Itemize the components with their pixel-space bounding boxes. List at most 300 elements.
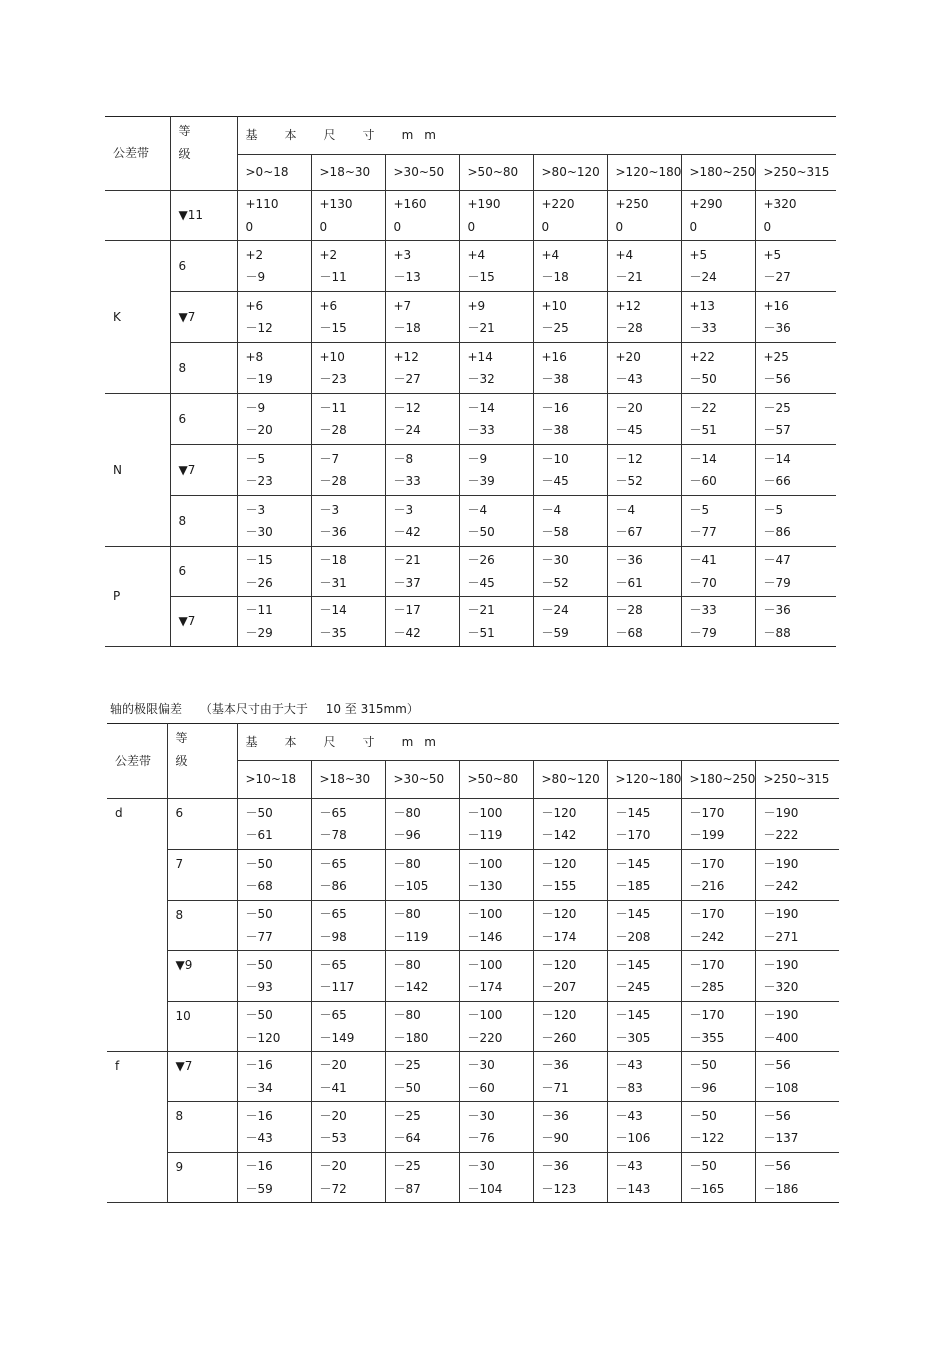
deviation-cell: [607, 1153, 681, 1203]
band-cell: [105, 547, 170, 647]
lower-deviation: －185: [615, 879, 651, 893]
deviation-cell: [237, 547, 311, 597]
grade-label: ▼7: [178, 462, 196, 477]
lower-deviation: －61: [245, 828, 273, 842]
lower-deviation: －170: [615, 828, 651, 842]
lower-deviation: －26: [245, 575, 273, 590]
deviation-cell: [755, 292, 836, 343]
upper-deviation: －50: [689, 1108, 717, 1123]
lower-deviation: －242: [763, 879, 799, 893]
upper-deviation: －190: [763, 907, 799, 922]
upper-deviation: －65: [319, 1008, 347, 1023]
deviation-cell: [533, 951, 607, 1002]
lower-deviation: －51: [467, 625, 495, 640]
upper-deviation: －50: [245, 856, 273, 871]
size-title-char: 本: [284, 734, 298, 749]
range-label: >30~50: [393, 165, 445, 180]
lower-deviation: －83: [615, 1080, 643, 1095]
upper-deviation: +7: [393, 298, 412, 313]
deviation-cell: [533, 799, 607, 850]
lower-deviation: －130: [467, 879, 503, 893]
upper-deviation: －16: [541, 400, 569, 415]
upper-deviation: －120: [541, 907, 577, 922]
grade-label: ▼7: [178, 309, 196, 324]
band-label: d: [115, 806, 123, 820]
lower-deviation: －51: [689, 423, 717, 437]
lower-deviation: －19: [245, 372, 273, 386]
deviation-cell: [607, 1102, 681, 1153]
deviation-cell: [459, 547, 533, 597]
deviation-cell: [237, 1002, 311, 1052]
upper-deviation: －20: [319, 1108, 347, 1123]
table-row: [107, 1002, 839, 1052]
upper-deviation: －20: [319, 1058, 347, 1073]
lower-deviation: －45: [615, 423, 643, 437]
grade-label: ▼11: [178, 208, 203, 223]
deviation-cell: [607, 191, 681, 241]
deviation-cell: [533, 1052, 607, 1102]
deviation-cell: [385, 1002, 459, 1052]
lower-deviation: 0: [615, 219, 624, 234]
upper-deviation: －36: [541, 1108, 569, 1123]
deviation-cell: [607, 901, 681, 951]
range-header: [681, 761, 755, 799]
lower-deviation: －36: [319, 525, 347, 539]
deviation-cell: [459, 496, 533, 547]
upper-deviation: －14: [689, 451, 717, 466]
lower-deviation: －24: [393, 423, 421, 437]
grade-label: 8: [178, 513, 187, 528]
lower-deviation: －12: [245, 321, 273, 335]
deviation-cell: [607, 1052, 681, 1102]
upper-deviation: －170: [689, 1008, 725, 1023]
upper-deviation: －33: [689, 603, 717, 618]
deviation-cell: [607, 547, 681, 597]
band-cell: [107, 1052, 167, 1203]
deviation-cell: [311, 951, 385, 1002]
range-header: [459, 761, 533, 799]
upper-deviation: －11: [245, 603, 273, 618]
size-title-char: 寸: [362, 734, 376, 749]
range-header: [533, 761, 607, 799]
deviation-cell: [533, 191, 607, 241]
band-cell: [105, 241, 170, 394]
deviation-cell: [755, 547, 836, 597]
deviation-cell: [385, 547, 459, 597]
lower-deviation: －90: [541, 1131, 569, 1145]
lower-deviation: －32: [467, 372, 495, 386]
lower-deviation: －222: [763, 828, 799, 842]
lower-deviation: －142: [541, 828, 577, 842]
grade-header-label-1: 等: [175, 731, 188, 745]
deviation-cell: [459, 445, 533, 496]
upper-deviation: －22: [689, 400, 717, 415]
deviation-cell: [681, 394, 755, 445]
deviation-cell: [533, 292, 607, 343]
size-unit-char: m: [401, 734, 415, 749]
lower-deviation: －71: [541, 1080, 569, 1095]
upper-deviation: －30: [541, 553, 569, 568]
deviation-cell: [607, 496, 681, 547]
upper-deviation: －43: [615, 1058, 643, 1073]
lower-deviation: －66: [763, 474, 791, 488]
upper-deviation: －190: [763, 1008, 799, 1023]
lower-deviation: －45: [541, 474, 569, 488]
deviation-cell: [681, 597, 755, 647]
lower-deviation: －50: [393, 1080, 421, 1095]
lower-deviation: －96: [689, 1080, 717, 1095]
upper-deviation: －36: [541, 1159, 569, 1174]
size-title-char: 尺: [323, 734, 337, 749]
range-header: [755, 155, 836, 191]
upper-deviation: －50: [245, 1008, 273, 1023]
deviation-cell: [385, 1153, 459, 1203]
table-row: [105, 292, 836, 343]
lower-deviation: －50: [689, 372, 717, 386]
grade-label: 7: [175, 857, 184, 871]
lower-deviation: －174: [541, 929, 577, 944]
upper-deviation: －3: [393, 502, 414, 517]
upper-deviation: +25: [763, 349, 789, 364]
deviation-cell: [681, 1153, 755, 1203]
lower-deviation: －143: [615, 1181, 651, 1196]
upper-deviation: －20: [319, 1159, 347, 1174]
grade-label: 6: [178, 258, 187, 273]
deviation-cell: [533, 850, 607, 901]
upper-deviation: +320: [763, 197, 797, 212]
lower-deviation: －23: [319, 372, 347, 386]
grade-cell: [170, 241, 237, 292]
lower-deviation: －220: [467, 1030, 503, 1045]
upper-deviation: －120: [541, 1008, 577, 1023]
upper-deviation: －50: [689, 1058, 717, 1073]
grade-cell: [170, 292, 237, 343]
range-header: [681, 155, 755, 191]
grade-header: [167, 724, 237, 799]
deviation-cell: [459, 951, 533, 1002]
upper-deviation: －41: [689, 553, 717, 568]
lower-deviation: －28: [319, 474, 347, 488]
lower-deviation: －285: [689, 980, 725, 994]
lower-deviation: －271: [763, 929, 799, 944]
upper-deviation: +2: [245, 247, 264, 262]
lower-deviation: －199: [689, 828, 725, 842]
lower-deviation: －123: [541, 1181, 577, 1196]
range-label: >180~250: [689, 165, 756, 180]
deviation-cell: [385, 1102, 459, 1153]
deviation-cell: [237, 394, 311, 445]
grade-cell: [170, 343, 237, 394]
deviation-cell: [533, 1002, 607, 1052]
deviation-cell: [459, 1153, 533, 1203]
deviation-cell: [755, 496, 836, 547]
lower-deviation: －23: [245, 474, 273, 488]
deviation-cell: [385, 445, 459, 496]
lower-deviation: －41: [319, 1080, 347, 1095]
upper-deviation: －21: [467, 603, 495, 618]
lower-deviation: －57: [763, 423, 791, 437]
grade-label: ▼9: [175, 958, 193, 972]
deviation-cell: [681, 496, 755, 547]
upper-deviation: +10: [319, 349, 345, 364]
lower-deviation: －21: [615, 270, 643, 284]
deviation-cell: [385, 799, 459, 850]
deviation-cell: [533, 394, 607, 445]
upper-deviation: +9: [467, 298, 486, 313]
table-row: [105, 496, 836, 547]
deviation-cell: [533, 445, 607, 496]
lower-deviation: 0: [541, 219, 550, 234]
deviation-cell: [755, 191, 836, 241]
deviation-cell: [681, 343, 755, 394]
upper-deviation: －16: [245, 1058, 273, 1073]
upper-deviation: +12: [615, 298, 641, 313]
range-label: >10~18: [245, 772, 297, 787]
upper-deviation: －30: [467, 1058, 495, 1073]
band-label: f: [115, 1059, 120, 1073]
table-row: [107, 1153, 839, 1203]
deviation-cell: [459, 394, 533, 445]
upper-deviation: +5: [763, 247, 782, 262]
band-header-label: 公差带: [113, 146, 150, 161]
upper-deviation: +4: [541, 247, 560, 262]
lower-deviation: －25: [541, 321, 569, 335]
lower-deviation: 0: [319, 219, 328, 234]
deviation-cell: [755, 951, 839, 1002]
upper-deviation: －145: [615, 907, 651, 922]
deviation-cell: [237, 951, 311, 1002]
deviation-cell: [533, 901, 607, 951]
lower-deviation: －105: [393, 879, 429, 893]
deviation-cell: [607, 951, 681, 1002]
lower-deviation: －58: [541, 525, 569, 539]
range-header: [237, 155, 311, 191]
deviation-cell: [459, 1002, 533, 1052]
lower-deviation: －79: [689, 625, 717, 640]
deviation-cell: [459, 799, 533, 850]
deviation-cell: [607, 343, 681, 394]
deviation-cell: [607, 1002, 681, 1052]
deviation-cell: [237, 241, 311, 292]
deviation-cell: [755, 1002, 839, 1052]
upper-deviation: －9: [467, 451, 488, 466]
grade-label: 8: [178, 360, 187, 375]
upper-deviation: －18: [319, 553, 347, 568]
lower-deviation: －59: [541, 625, 569, 640]
upper-deviation: －100: [467, 957, 503, 972]
deviation-cell: [755, 850, 839, 901]
lower-deviation: －76: [467, 1131, 495, 1145]
deviation-cell: [459, 292, 533, 343]
upper-deviation: +10: [541, 298, 567, 313]
upper-deviation: －5: [689, 502, 710, 517]
deviation-cell: [311, 901, 385, 951]
lower-deviation: －18: [393, 321, 421, 335]
lower-deviation: －33: [689, 321, 717, 335]
lower-deviation: －400: [763, 1030, 799, 1045]
range-header: [459, 155, 533, 191]
range-label: >50~80: [467, 165, 519, 180]
deviation-cell: [681, 1002, 755, 1052]
table-row: [105, 597, 836, 647]
lower-deviation: －28: [319, 423, 347, 437]
lower-deviation: －21: [467, 321, 495, 335]
lower-deviation: －68: [245, 879, 273, 893]
lower-deviation: －34: [245, 1080, 273, 1095]
lower-deviation: －165: [689, 1181, 725, 1196]
lower-deviation: －180: [393, 1030, 429, 1045]
lower-deviation: －260: [541, 1030, 577, 1045]
upper-deviation: －30: [467, 1108, 495, 1123]
lower-deviation: －216: [689, 879, 725, 893]
lower-deviation: －207: [541, 980, 577, 994]
deviation-cell: [237, 1153, 311, 1203]
upper-deviation: －4: [615, 502, 636, 517]
upper-deviation: －16: [245, 1108, 273, 1123]
deviation-cell: [311, 1153, 385, 1203]
range-label: >18~30: [319, 165, 371, 180]
band-cell: [107, 799, 167, 1052]
deviation-cell: [607, 597, 681, 647]
lower-deviation: －86: [319, 879, 347, 893]
deviation-cell: [311, 241, 385, 292]
range-header: [237, 761, 311, 799]
upper-deviation: －190: [763, 957, 799, 972]
upper-deviation: －120: [541, 856, 577, 871]
lower-deviation: －35: [319, 625, 347, 640]
lower-deviation: －67: [615, 525, 643, 539]
upper-deviation: －80: [393, 957, 421, 972]
deviation-cell: [533, 241, 607, 292]
deviation-cell: [681, 1102, 755, 1153]
upper-deviation: +110: [245, 197, 279, 212]
deviation-cell: [311, 547, 385, 597]
lower-deviation: －24: [689, 270, 717, 284]
deviation-cell: [755, 1102, 839, 1153]
upper-deviation: －170: [689, 907, 725, 922]
lower-deviation: －52: [615, 474, 643, 488]
lower-deviation: －142: [393, 980, 429, 994]
lower-deviation: －42: [393, 525, 421, 539]
range-header: [533, 155, 607, 191]
deviation-cell: [533, 1153, 607, 1203]
lower-deviation: －77: [689, 525, 717, 539]
size-title-char: 本: [284, 128, 298, 143]
upper-deviation: －12: [615, 451, 643, 466]
grade-label: 8: [175, 908, 184, 922]
upper-deviation: －80: [393, 805, 421, 820]
header-row: [107, 724, 839, 761]
lower-deviation: －119: [393, 929, 429, 944]
range-header: [385, 155, 459, 191]
upper-deviation: －56: [763, 1159, 791, 1174]
deviation-cell: [311, 1002, 385, 1052]
size-unit-char: m: [424, 128, 437, 143]
range-header: [385, 761, 459, 799]
upper-deviation: －14: [763, 451, 791, 466]
deviation-cell: [755, 241, 836, 292]
lower-deviation: 0: [467, 219, 476, 234]
upper-deviation: －5: [763, 502, 784, 517]
upper-deviation: －14: [319, 603, 347, 618]
upper-deviation: +6: [319, 298, 338, 313]
upper-deviation: －7: [319, 451, 340, 466]
size-title-cell: [237, 724, 839, 761]
deviation-cell: [237, 445, 311, 496]
upper-deviation: －25: [393, 1108, 421, 1123]
lower-deviation: －146: [467, 929, 503, 944]
deviation-cell: [681, 292, 755, 343]
deviation-cell: [311, 394, 385, 445]
table-row: [107, 1102, 839, 1153]
upper-deviation: －30: [467, 1159, 495, 1174]
hole-table-body: [105, 117, 836, 647]
deviation-cell: [533, 547, 607, 597]
shaft-tolerance-table: [107, 723, 839, 1203]
upper-deviation: －145: [615, 856, 651, 871]
upper-deviation: +160: [393, 197, 427, 212]
deviation-cell: [385, 191, 459, 241]
deviation-cell: [533, 496, 607, 547]
lower-deviation: －104: [467, 1181, 503, 1196]
size-unit-char: m: [424, 734, 437, 749]
lower-deviation: －68: [615, 625, 643, 640]
lower-deviation: －117: [319, 980, 355, 994]
lower-deviation: －33: [393, 474, 421, 488]
upper-deviation: －4: [541, 502, 562, 517]
grade-label: ▼7: [175, 1059, 193, 1073]
upper-deviation: －20: [615, 400, 643, 415]
deviation-cell: [237, 292, 311, 343]
grade-cell: [167, 1052, 237, 1102]
upper-deviation: －10: [541, 451, 569, 466]
deviation-cell: [237, 1102, 311, 1153]
deviation-cell: [237, 850, 311, 901]
deviation-cell: [311, 343, 385, 394]
deviation-cell: [755, 343, 836, 394]
upper-deviation: －65: [319, 856, 347, 871]
range-label: >80~120: [541, 165, 600, 180]
lower-deviation: －93: [245, 980, 273, 994]
table-row: [107, 799, 839, 850]
lower-deviation: －38: [541, 423, 569, 437]
range-label: >250~315: [763, 772, 830, 787]
upper-deviation: －28: [615, 603, 643, 618]
grade-cell: [167, 901, 237, 951]
lower-deviation: －9: [245, 270, 266, 284]
deviation-cell: [385, 241, 459, 292]
deviation-cell: [681, 241, 755, 292]
grade-header-stack: [179, 124, 237, 162]
deviation-cell: [607, 799, 681, 850]
upper-deviation: －11: [319, 400, 347, 415]
grade-label: 6: [178, 411, 187, 426]
deviation-cell: [311, 1052, 385, 1102]
deviation-cell: [237, 191, 311, 241]
grade-header-label-2: 级: [178, 147, 191, 162]
upper-deviation: －80: [393, 856, 421, 871]
lower-deviation: －50: [467, 525, 495, 539]
shaft-table-body: [107, 724, 839, 1203]
band-header: [105, 117, 170, 191]
deviation-cell: [681, 445, 755, 496]
deviation-cell: [607, 292, 681, 343]
upper-deviation: －65: [319, 957, 347, 972]
range-header: [607, 761, 681, 799]
lower-deviation: －174: [467, 980, 503, 994]
range-header: [311, 761, 385, 799]
size-title-char: 基: [245, 734, 259, 749]
